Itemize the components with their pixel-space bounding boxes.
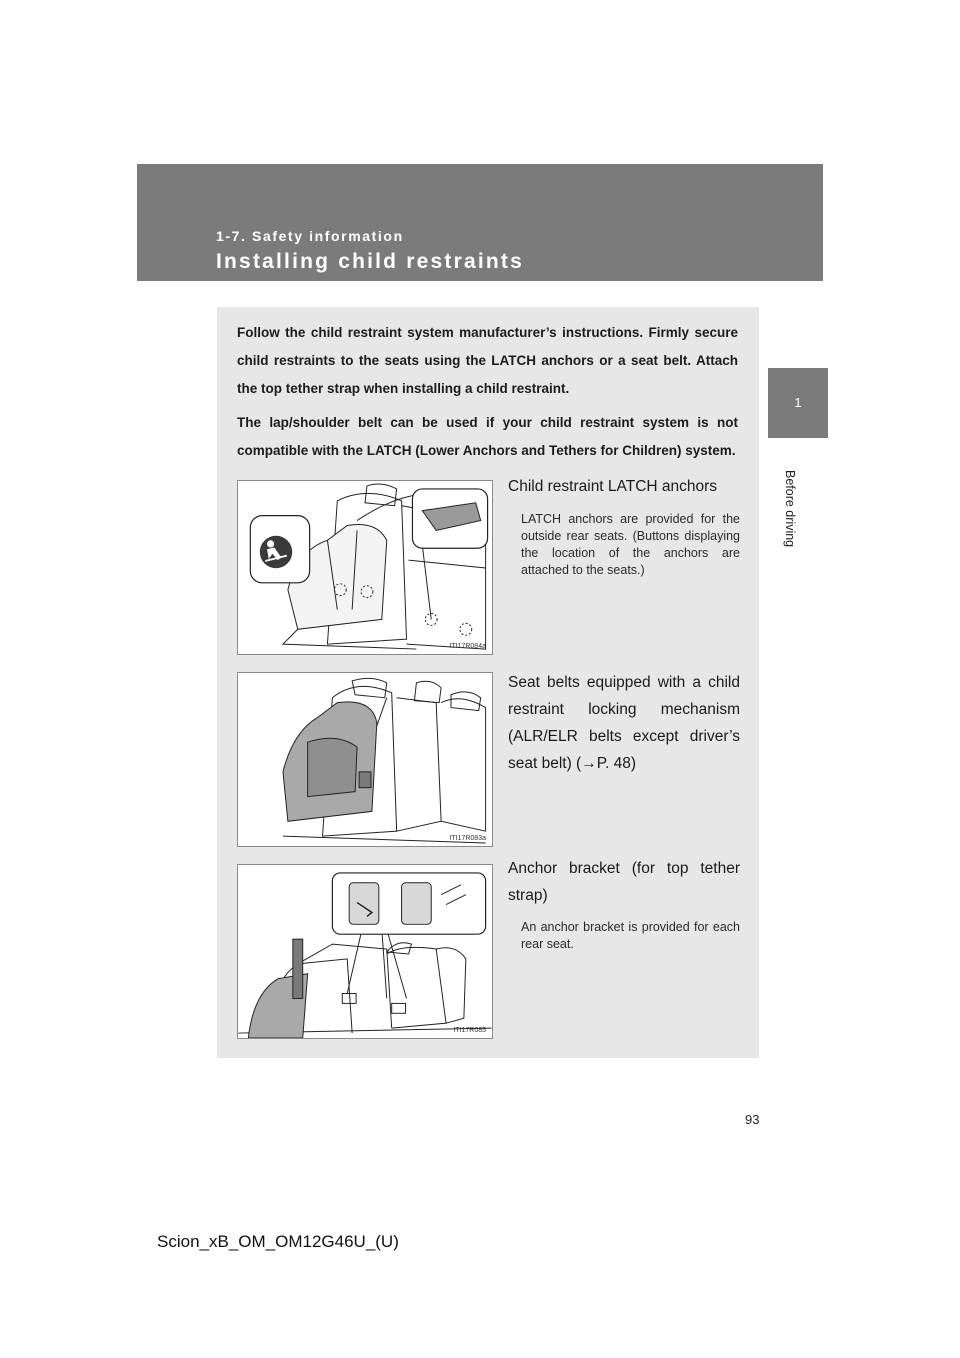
intro-paragraph-2: The lap/shoulder belt can be used if your child restraint system is not compatible with the LATCH (Lower Anchors and Tethers for Children) system. xyxy=(237,415,738,458)
item-detail-anchor-bracket: An anchor bracket is provided for each rear seat. xyxy=(521,920,740,951)
child-seat-latch-icon xyxy=(258,534,294,570)
figure-code: ITI17R085 xyxy=(453,1027,486,1034)
anchor-bracket-drawing xyxy=(238,865,492,1038)
chapter-label: Before driving xyxy=(783,470,797,548)
page-header xyxy=(137,164,823,281)
seat-belt-drawing xyxy=(238,673,492,846)
item-heading-seat-belt: Seat belts equipped with a child restraint locking mechanism (ALR/ELR belts except driver’s seat belt) (→P. 48) xyxy=(508,674,740,772)
page-title: Installing child restraints xyxy=(216,250,524,273)
item-detail-latch: LATCH anchors are provided for the outside rear seats. (Buttons displaying the location of the anchors are attached to the seats.) xyxy=(521,512,740,577)
figure-code: ITI17R084a xyxy=(449,643,486,650)
document-id: Scion_xB_OM_OM12G46U_(U) xyxy=(157,1232,399,1251)
seat-belt-illustration xyxy=(237,672,493,847)
latch-anchor-illustration xyxy=(237,480,493,655)
chapter-number: 1 xyxy=(794,395,802,410)
section-label: 1-7. Safety information xyxy=(216,228,404,244)
item-heading-latch: Child restraint LATCH anchors xyxy=(508,478,718,495)
intro-paragraph-1: Follow the child restraint system manufacturer’s instructions. Firmly secure child restraints to the seats using the LATCH anchors or a seat belt. Attach the top tether strap when installing a child restraint. xyxy=(237,325,738,396)
content-box xyxy=(217,307,759,1058)
chapter-tab[interactable] xyxy=(768,368,828,438)
intro-text xyxy=(237,319,738,471)
page-number: 93 xyxy=(745,1112,760,1127)
figure-code: ITI17R083a xyxy=(449,835,486,842)
item-heading-anchor-bracket: Anchor bracket (for top tether strap) xyxy=(508,860,740,904)
anchor-bracket-illustration xyxy=(237,864,493,1039)
